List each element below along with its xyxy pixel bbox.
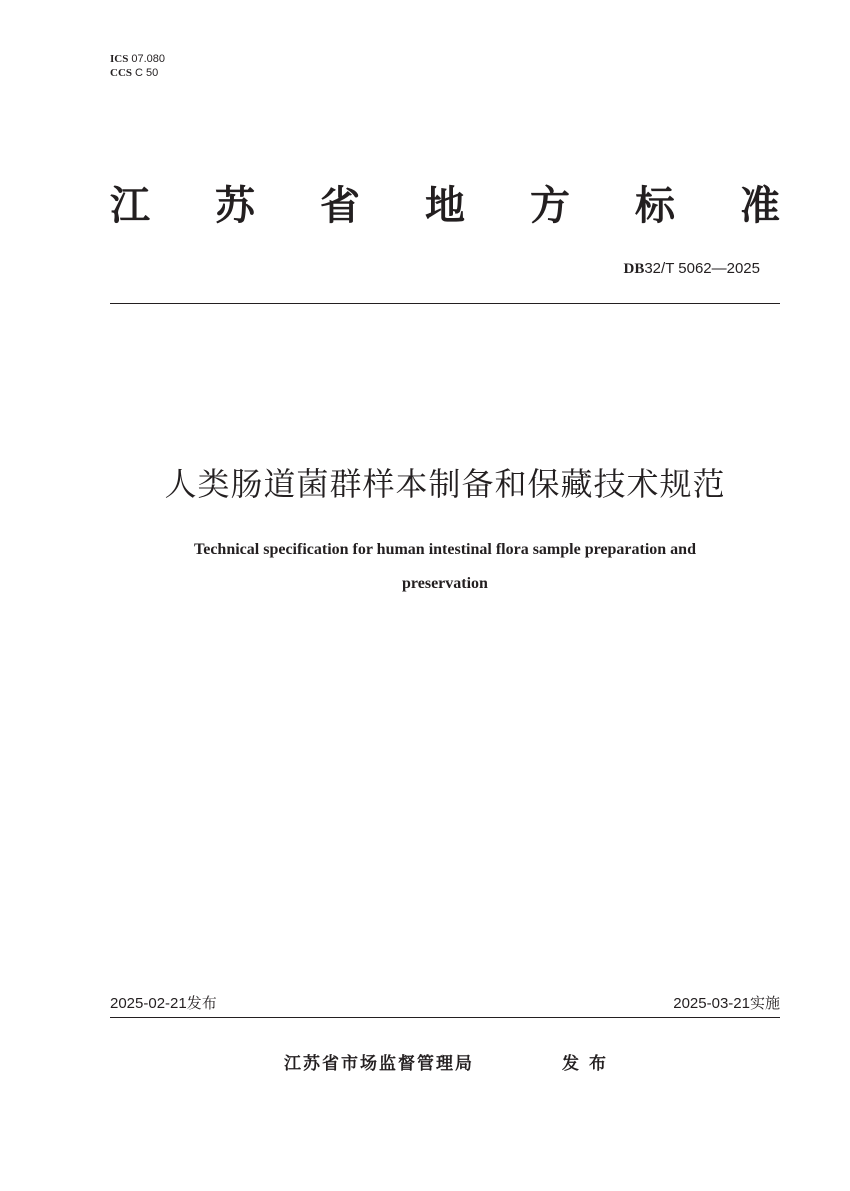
top-divider [110, 303, 780, 304]
ccs-label: CCS [110, 67, 133, 79]
implementation-date [673, 993, 780, 1014]
issue-date-suffix: 发布 [186, 994, 217, 1012]
standard-number [624, 258, 761, 279]
issue-date [110, 993, 217, 1014]
publisher-name: 江苏省市场监督管理局 [284, 1054, 474, 1074]
publisher-action: 发布 [562, 1054, 616, 1074]
document-title-english [110, 533, 780, 601]
ccs-code [110, 66, 165, 80]
heading-char: 省 [320, 183, 360, 229]
issue-date-value: 2025-02-21 [110, 995, 187, 1012]
standard-number-value: 32/T 5062—2025 [644, 260, 760, 277]
standard-type-heading [110, 180, 780, 232]
ics-label: ICS [110, 53, 129, 65]
ccs-value: C 50 [135, 67, 159, 79]
standard-code: DB [623, 261, 645, 277]
english-title-line: Technical specification for human intestinal flora sample preparation and [194, 541, 696, 558]
ics-value: 07.080 [131, 53, 165, 65]
implementation-date-value: 2025-03-21 [673, 995, 750, 1012]
classification-codes [110, 52, 165, 80]
heading-char: 标 [635, 183, 675, 229]
ics-code [110, 52, 165, 66]
heading-char: 准 [740, 183, 780, 229]
heading-char: 江 [110, 183, 150, 229]
heading-char: 方 [530, 183, 570, 229]
english-title-line: preservation [402, 575, 488, 592]
heading-char: 苏 [215, 183, 255, 229]
bottom-divider [110, 1017, 780, 1018]
heading-char: 地 [425, 183, 465, 229]
implementation-date-suffix: 实施 [749, 994, 780, 1012]
document-title-chinese: 人类肠道菌群样本制备和保藏技术规范 [164, 465, 726, 503]
